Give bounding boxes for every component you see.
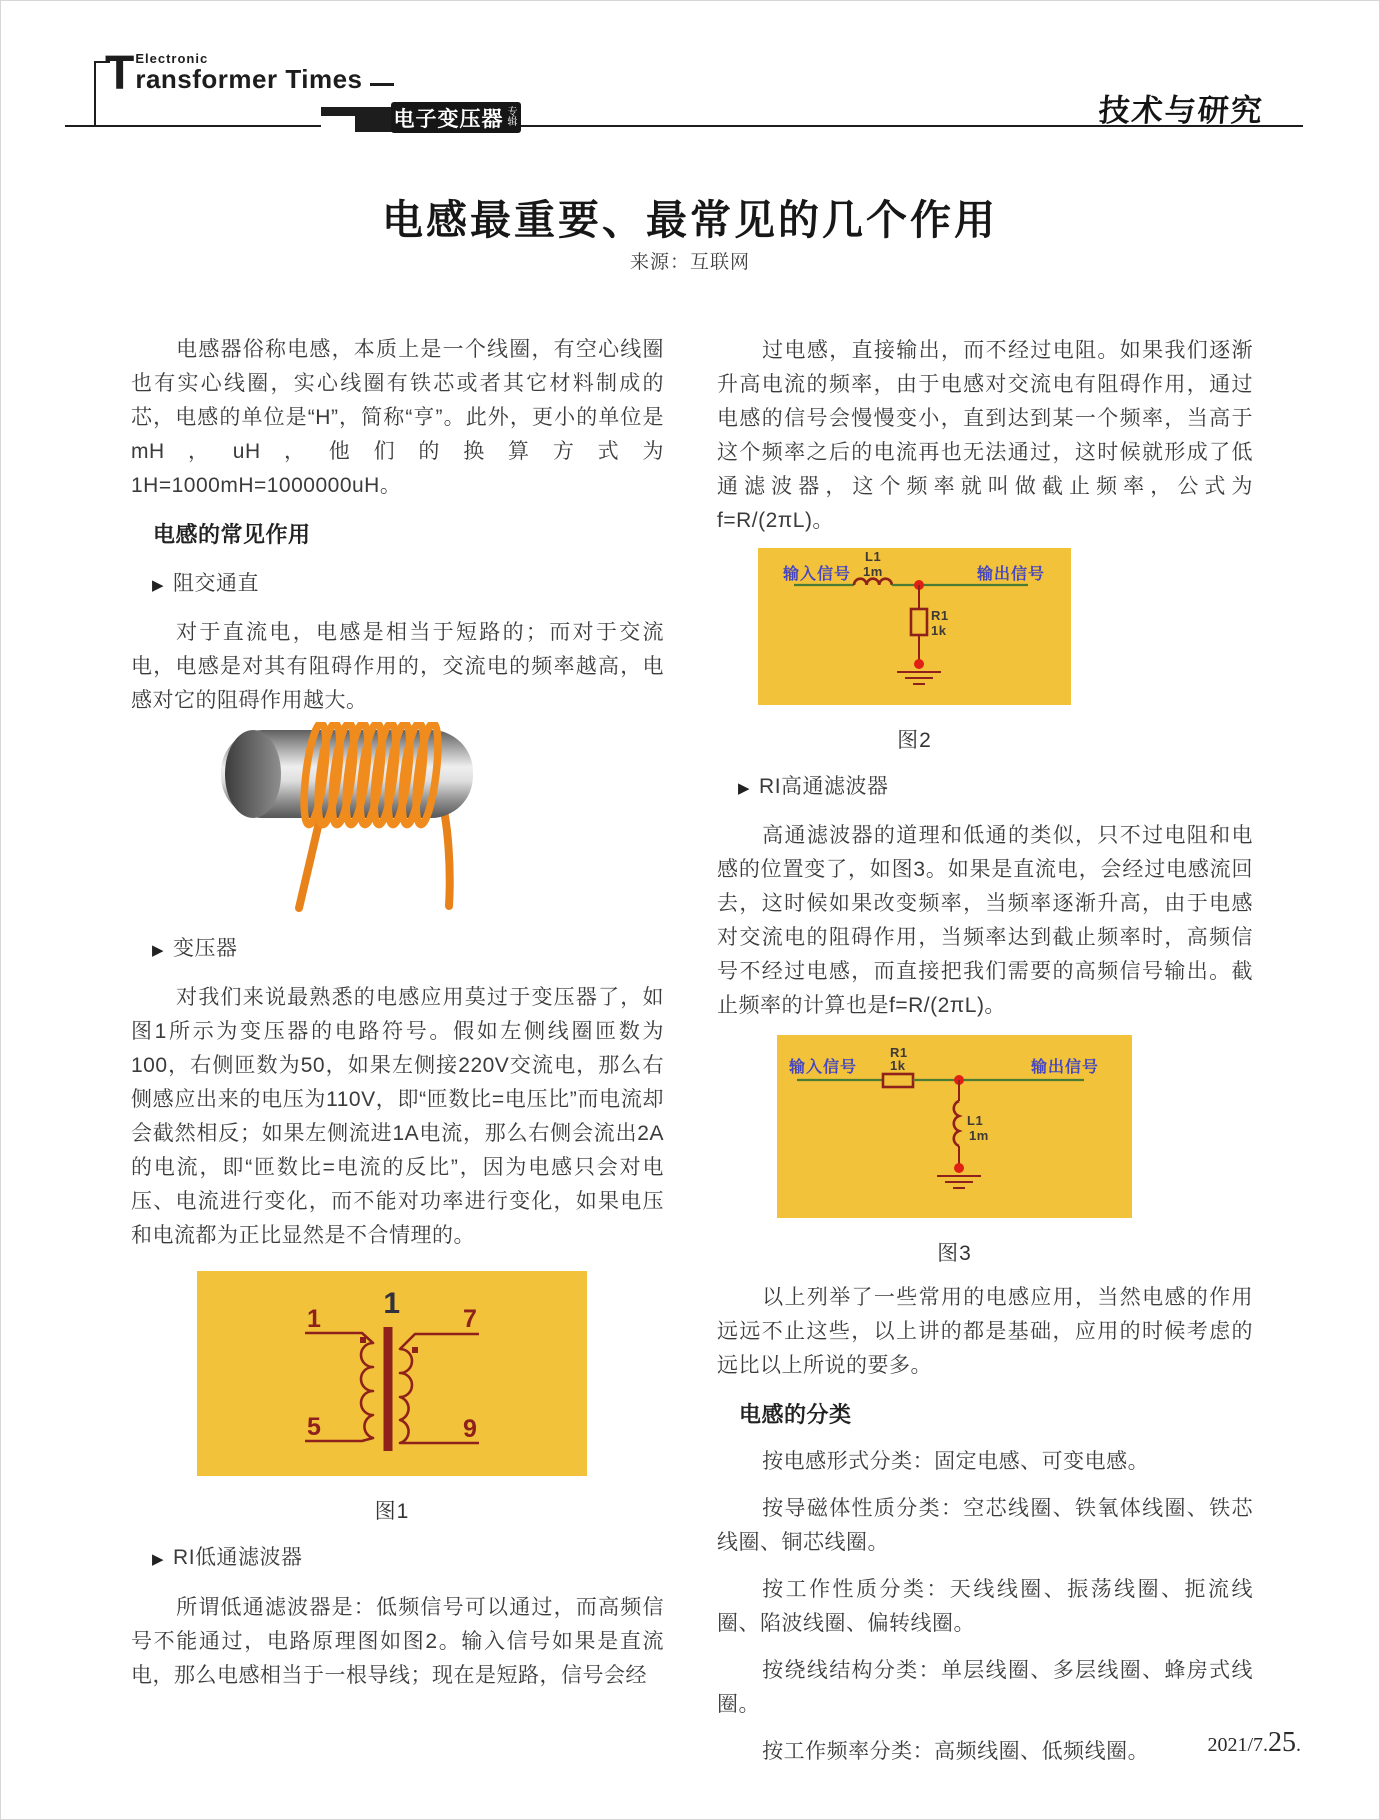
logo-bracket-line [94,61,96,127]
bullet-label: 变压器 [173,937,238,960]
journal-logo [105,47,394,101]
article-title: 电感最重要、最常见的几个作用 [382,197,998,243]
paragraph: 对我们来说最熟悉的电感应用莫过于变压器了，如图1所示为变压器的电路符号。假如左侧线圈匝数为100，右侧匝数为50，如果左侧接220V交流电，那么右侧感应出来的电压为110V，即“匝数比=电压比”而电流却会截然相反；如果左侧流进1A电流，那么右侧会流出2A的电流，即“匝数比=电流的反比”，因为电感只会对电压、电流进行变化，而不能对功率进行变化，如果电压和电流都为正比显然是不合情理的。 [131,986,664,1247]
paragraph: 过电感，直接输出，而不经过电阻。如果我们逐渐升高电流的频率，由于电感对交流电有阻碍作用，通过电感的信号会慢慢变小，直到达到某一个频率，当高于这个频率之后的电流再也无法通过，这时候就形成了低通滤波器，这个频率就叫做截止频率，公式为f=R/(2πL)。 [717,339,1253,532]
paragraph: 以上列举了一些常用的电感应用，当然电感的作用远远不止这些，以上讲的都是基础，应用的时候考虑的远比以上所说的要多。 [717,1286,1253,1377]
figure-2 [758,548,1071,755]
triangle-bullet-icon: ▶ [738,780,751,797]
article-source: 来源：互联网 [629,252,750,273]
left-column [131,333,664,1693]
polarity-dot [360,1337,366,1343]
section-heading: 电感的常见作用 [153,522,311,547]
series-badge-label: 电子变压器 [393,107,504,131]
paragraph: 对于直流电，电感是相当于短路的；而对于交流电，电感是对其有阻碍作用的，交流电的频率越高，电感对它的阻碍作用越大。 [131,621,664,712]
figure-1-diagram [197,1271,587,1476]
figure-caption: 图2 [897,729,932,752]
bullet-item [131,1541,664,1577]
resistor-symbol [911,609,927,635]
polarity-dot [412,1347,418,1353]
fig3-output-label: 输出信号 [1031,1059,1100,1076]
footer-period: . [1296,1734,1301,1756]
inductor-symbol [954,1101,959,1146]
inductor-coil-illustration [203,722,493,917]
junction-dot [914,659,924,669]
bullet-item [131,932,664,968]
paragraph: 按工作频率分类：高频线圈、低频线圈。 [762,1740,1150,1763]
fig2-input-label: 输入信号 [783,566,852,583]
footer-date: 2021/7. [1207,1734,1268,1756]
fig3-input-label: 输入信号 [789,1059,858,1076]
fig1-terminal: 5 [307,1413,322,1441]
bullet-item [131,567,664,603]
paragraph: 按绕线结构分类：单层线圈、多层线圈、蜂房式线圈。 [717,1659,1253,1716]
paragraph: 高通滤波器的道理和低通的类似，只不过电阻和电感的位置变了，如图3。如果是直流电，会经过电感流回去，这时候如果改变频率，当频率逐渐升高，由于电感对交流电的阻碍作用，当频率达到截止频率时，高频信号不经过电感，而直接把我们需要的高频信号输出。截止频率的计算也是f=R/(2πL)。 [717,824,1253,1017]
series-badge [391,102,521,133]
fig3-inductor-ref: L1 [967,1113,984,1128]
paragraph: 所谓低通滤波器是：低频信号可以通过，而高频信号不能通过，电路原理图如图2。输入信号如果是直流电，那么电感相当于一根导线；现在是短路，信号会经 [131,1596,664,1687]
fig2-output-label: 输出信号 [977,566,1046,583]
paragraph: 电感器俗称电感，本质上是一个线圈，有空心线圈也有实心线圈，实心线圈有铁芯或者其它材料制成的芯，电感的单位是“H”，简称“亨”。此外，更小的单位是mH，uH，他们的换算方式为1H=1000mH=1000000uH。 [131,338,664,497]
fig2-resistor-value: 1k [931,623,947,638]
paragraph: 按工作性质分类：天线线圈、振荡线圈、扼流线圈、陷波线圈、偏转线圈。 [717,1578,1253,1635]
resistor-symbol [883,1074,913,1087]
logo-main-text: ransformer Times [135,64,363,94]
bullet-label: RI低通滤波器 [173,1546,303,1569]
fig3-resistor-value: 1k [890,1058,906,1073]
triangle-bullet-icon: ▶ [152,942,165,959]
inductor-symbol [854,579,892,585]
section-label: 技术与研究 [1097,93,1266,128]
figure-3-diagram [777,1035,1132,1218]
series-badge-subtitle: 专辑 [507,106,518,128]
page-number: 25 [1268,1727,1296,1758]
logo-initial: T [105,47,135,101]
section-heading: 电感的分类 [739,1402,852,1427]
paragraph: 按电感形式分类：固定电感、可变电感。 [762,1450,1150,1473]
triangle-bullet-icon: ▶ [152,1551,165,1568]
fig1-terminal: 7 [463,1305,478,1333]
badge-step-decoration [355,107,393,132]
fig2-inductor-ref: L1 [865,549,882,564]
inductor-photo [203,722,493,917]
ground-symbol [937,1176,981,1188]
triangle-bullet-icon: ▶ [152,577,165,594]
logo-small-text: Electronic [135,51,209,66]
figure-1 [197,1271,587,1526]
figure-2-diagram [758,548,1071,705]
bullet-item [717,770,1253,806]
ground-symbol [897,672,941,684]
header-rule-left [65,125,321,127]
fig1-top-label: 1 [383,1287,401,1320]
figure-caption: 图1 [374,1500,410,1523]
bullet-label: 阻交通直 [173,572,260,595]
fig2-resistor-ref: R1 [931,608,949,623]
right-column [717,334,1253,1769]
bullet-label: RI高通滤波器 [759,775,889,798]
figure-3 [777,1035,1132,1268]
high-pass-filter-circuit [777,1035,1132,1201]
logo-dash-decoration [370,83,394,86]
logo-text [135,51,362,95]
fig1-terminal: 1 [307,1305,322,1333]
low-pass-filter-circuit [758,548,1071,688]
figure-caption: 图3 [937,1242,972,1265]
page-footer [1121,1727,1301,1759]
junction-dot [954,1163,964,1173]
fig2-inductor-value: 1m [863,564,883,579]
paragraph: 按导磁体性质分类：空芯线圈、铁氧体线圈、铁芯线圈、铜芯线圈。 [717,1497,1253,1554]
fig3-inductor-value: 1m [969,1128,989,1143]
fig3-resistor-ref: R1 [890,1045,908,1060]
transformer-symbol [197,1271,587,1459]
fig1-terminal: 9 [463,1415,478,1443]
